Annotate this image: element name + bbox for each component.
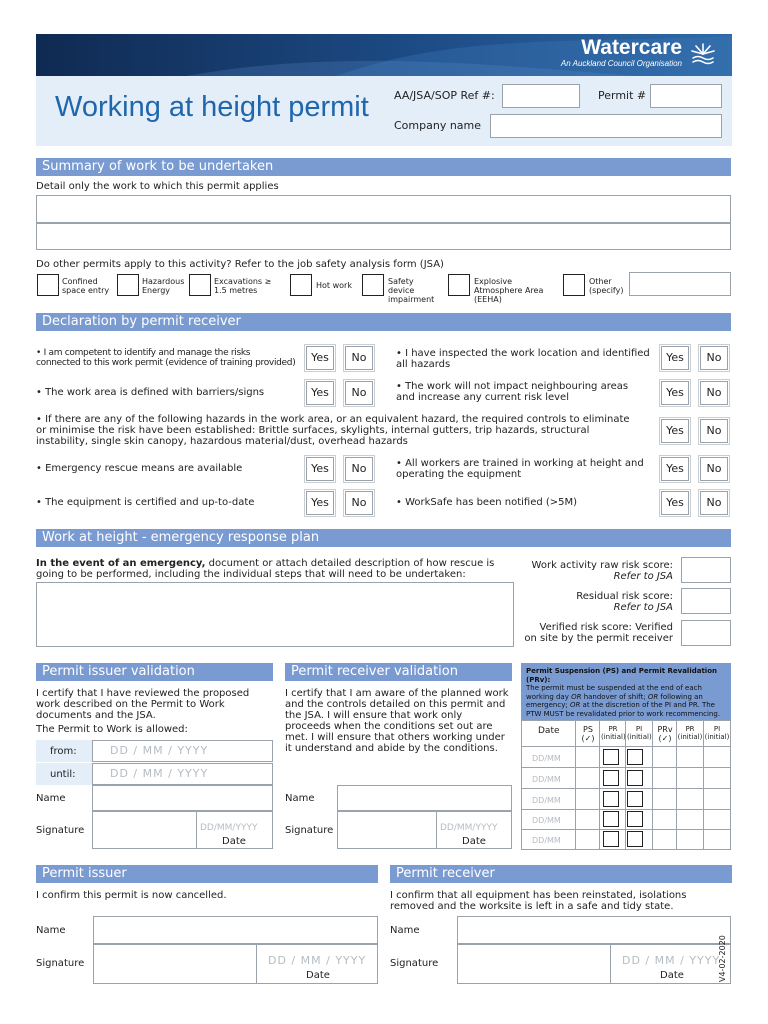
yes-button[interactable]: Yes [306, 491, 334, 515]
header-banner [36, 34, 732, 76]
issuer-validation-text: I certify that I have reviewed the proposed work described on the Permit to Work documents and the JSA. [36, 688, 250, 721]
declaration-item: • The work will not impact neighbouring areas and increase any current risk level [396, 381, 629, 403]
column-header: PR (initial) [601, 725, 626, 741]
declaration-item: • The work area is defined with barriers/signs [36, 387, 265, 398]
brand-subtitle: An Auckland Council Organisation [560, 59, 682, 68]
row-date: DD/MM [532, 796, 561, 805]
no-button[interactable]: No [700, 346, 728, 370]
raw-score-label: Work activity raw risk score: [531, 560, 673, 571]
permit-type-label: Hot work [316, 281, 352, 290]
yes-button[interactable]: Yes [661, 346, 689, 370]
from-date-placeholder: DD / MM / YYYY [110, 744, 209, 757]
yes-button[interactable]: Yes [661, 457, 689, 481]
issuer-cancel-name-input[interactable] [93, 916, 378, 944]
declaration-item: • I have inspected the work location and identified all hazards [396, 348, 650, 370]
receiver-name-input[interactable] [337, 785, 512, 811]
receiver-cancel-date-label: Date [660, 970, 684, 981]
permit-type-label: Explosive Atmosphere Area (EEHA) [474, 277, 544, 304]
receiver-date-label: Date [462, 836, 486, 847]
no-button[interactable]: No [345, 491, 373, 515]
issuer-signature-label: Signature [36, 825, 85, 836]
verified-score-sub: on site by the permit receiver [524, 633, 673, 644]
issuer-date-placeholder: DD/MM/YYYY [200, 823, 258, 833]
prv-checkbox[interactable] [627, 749, 643, 765]
version-label: V4-02-2020 [718, 935, 727, 982]
issuer-cancel-signature-label: Signature [36, 958, 85, 969]
receiver-name-label: Name [285, 793, 315, 804]
no-button[interactable]: No [700, 419, 728, 443]
issuer-cancel-heading: Permit issuer [36, 865, 378, 883]
row-date: DD/MM [532, 836, 561, 845]
verified-score-input[interactable] [681, 620, 731, 646]
page-title: Working at height permit [55, 91, 369, 123]
prv-checkbox[interactable] [627, 811, 643, 827]
column-header: PRv (✓) [657, 725, 673, 743]
row-date: DD/MM [532, 816, 561, 825]
company-input[interactable] [490, 114, 722, 138]
emergency-intro-bold: In the event of an emergency, [36, 558, 206, 569]
yes-button[interactable]: Yes [661, 419, 689, 443]
yes-button[interactable]: Yes [306, 346, 334, 370]
issuer-name-label: Name [36, 793, 66, 804]
other-permits-question: Do other permits apply to this activity? Refer to the job safety analysis form (JSA) [36, 259, 444, 270]
other-checkbox[interactable] [563, 274, 585, 296]
permit-number-input[interactable] [650, 84, 722, 108]
verified-score-label: Verified risk score: Verified [539, 622, 673, 633]
receiver-cancel-text: I confirm that all equipment has been reinstated, isolations removed and the worksite is left in a safe and tidy state. [390, 890, 687, 912]
ps-checkbox[interactable] [603, 831, 619, 847]
ps-checkbox[interactable] [603, 770, 619, 786]
summary-line-2[interactable] [36, 223, 731, 250]
ps-checkbox[interactable] [603, 791, 619, 807]
emergency-intro-text: document or attach detailed description of how rescue is going to be performed, including the individual steps that will need to be undertaken: [36, 558, 495, 580]
yes-button[interactable]: Yes [661, 491, 689, 515]
permit-number-label: Permit # [598, 89, 647, 102]
column-header: PI (initial) [627, 725, 652, 741]
summary-heading: Summary of work to be undertaken [36, 158, 731, 176]
summary-instruction: Detail only the work to which this permit applies [36, 181, 279, 192]
raw-score-input[interactable] [681, 557, 731, 583]
no-button[interactable]: No [700, 381, 728, 405]
no-button[interactable]: No [700, 457, 728, 481]
from-label: from: [50, 746, 77, 757]
receiver-cancel-name-input[interactable] [457, 916, 731, 944]
other-specify-input[interactable] [629, 272, 731, 296]
brand-name: Watercare [581, 36, 682, 59]
permit-type-label: Hazardous Energy [142, 277, 185, 295]
summary-line-1[interactable] [36, 195, 731, 223]
issuer-allowed-label: The Permit to Work is allowed: [36, 724, 188, 735]
yes-button[interactable]: Yes [306, 381, 334, 405]
suspension-title: Permit Suspension (PS) and Permit Revalidation (PRv): [526, 667, 717, 684]
column-header: Date [538, 726, 560, 736]
suspension-note-text: Permit Suspension (PS) and Permit Revalidation (PRv): The permit must be suspended at the end of each working day OR handover of shift; OR following an emergency; OR at the discretion of the PI and PR. The PTW MUST be revalidated prior to work recommencing. [526, 667, 721, 718]
receiver-cancel-heading: Permit receiver [390, 865, 732, 883]
column-header: PI (initial) [704, 725, 730, 741]
receiver-cancel-name-label: Name [390, 925, 420, 936]
declaration-item: • Emergency rescue means are available [36, 463, 243, 474]
declaration-item: • All workers are trained in working at height and operating the equipment [396, 458, 644, 480]
declaration-item: • WorkSafe has been notified (>5M) [396, 497, 578, 508]
hot-work-checkbox[interactable] [290, 274, 312, 296]
column-header: PR (initial) [677, 725, 703, 741]
declaration-item: • The equipment is certified and up-to-date [36, 497, 255, 508]
emergency-heading: Work at height - emergency response plan [36, 529, 731, 547]
prv-checkbox[interactable] [627, 831, 643, 847]
receiver-validation-text: I certify that I am aware of the planned work and the controls detailed on this permit and the JSA. I will ensure that work only proceeds when the conditions set out are met. I will ensure that others working under it understand and abide by the conditions. [285, 688, 509, 754]
permit-type-label: Confined space entry [62, 277, 110, 295]
ps-checkbox[interactable] [603, 749, 619, 765]
row-date: DD/MM [532, 775, 561, 784]
issuer-name-input[interactable] [92, 785, 273, 811]
watercare-logo-icon [690, 40, 716, 68]
yes-button[interactable]: Yes [661, 381, 689, 405]
excavations-checkbox[interactable] [189, 274, 211, 296]
ref-label: AA/JSA/SOP Ref #: [394, 89, 495, 102]
issuer-cancel-date-label: Date [306, 970, 330, 981]
receiver-cancel-signature-label: Signature [390, 958, 439, 969]
declaration-item: • If there are any of the following hazards in the work area, or an equivalent hazard, the required controls to eliminate or minimise the risk have been established: Brittle surfaces, skylights, internal gutters, trip hazards, structural instability, single skin canopy, hazardous material/dust, overhead hazards [36, 414, 630, 447]
residual-score-input[interactable] [681, 588, 731, 614]
company-label: Company name [394, 119, 482, 132]
eeha-checkbox[interactable] [448, 274, 470, 296]
raw-score-refer: Refer to JSA [613, 571, 673, 582]
until-date-placeholder: DD / MM / YYYY [110, 767, 209, 780]
residual-score-refer: Refer to JSA [613, 602, 673, 613]
confined-space-checkbox[interactable] [37, 274, 59, 296]
issuer-cancel-date-placeholder: DD / MM / YYYY [268, 954, 367, 967]
declaration-heading: Declaration by permit receiver [36, 313, 731, 331]
prv-checkbox[interactable] [627, 791, 643, 807]
yes-button[interactable]: Yes [306, 457, 334, 481]
permit-type-label: Excavations ≥ 1.5 metres [214, 277, 272, 295]
no-button[interactable]: No [345, 457, 373, 481]
prv-checkbox[interactable] [627, 770, 643, 786]
issuer-date-label: Date [222, 836, 246, 847]
permit-type-label: Safety device impairment [388, 277, 435, 304]
emergency-plan-input[interactable] [36, 582, 514, 647]
issuer-cancel-text: I confirm this permit is now cancelled. [36, 890, 227, 901]
no-button[interactable]: No [700, 491, 728, 515]
safety-device-checkbox[interactable] [362, 274, 384, 296]
issuer-cancel-name-label: Name [36, 925, 66, 936]
emergency-intro [36, 558, 516, 580]
hazardous-energy-checkbox[interactable] [117, 274, 139, 296]
no-button[interactable]: No [345, 346, 373, 370]
no-button[interactable]: No [345, 381, 373, 405]
declaration-item: • I am competent to identify and manage the risks connected to this work permit (evidence of training provided) [36, 348, 296, 368]
receiver-cancel-date-placeholder: DD / MM / YYYY [622, 954, 721, 967]
column-header: PS (✓) [581, 725, 595, 743]
ref-input[interactable] [502, 84, 580, 108]
residual-score-label: Residual risk score: [576, 591, 673, 602]
receiver-signature-label: Signature [285, 825, 334, 836]
until-label: until: [50, 769, 76, 780]
receiver-date-placeholder: DD/MM/YYYY [440, 823, 498, 833]
receiver-validation-heading: Permit receiver validation [285, 663, 512, 681]
permit-type-label: Other (specify) [589, 277, 624, 295]
ps-checkbox[interactable] [603, 811, 619, 827]
row-date: DD/MM [532, 754, 561, 763]
issuer-validation-heading: Permit issuer validation [36, 663, 273, 681]
